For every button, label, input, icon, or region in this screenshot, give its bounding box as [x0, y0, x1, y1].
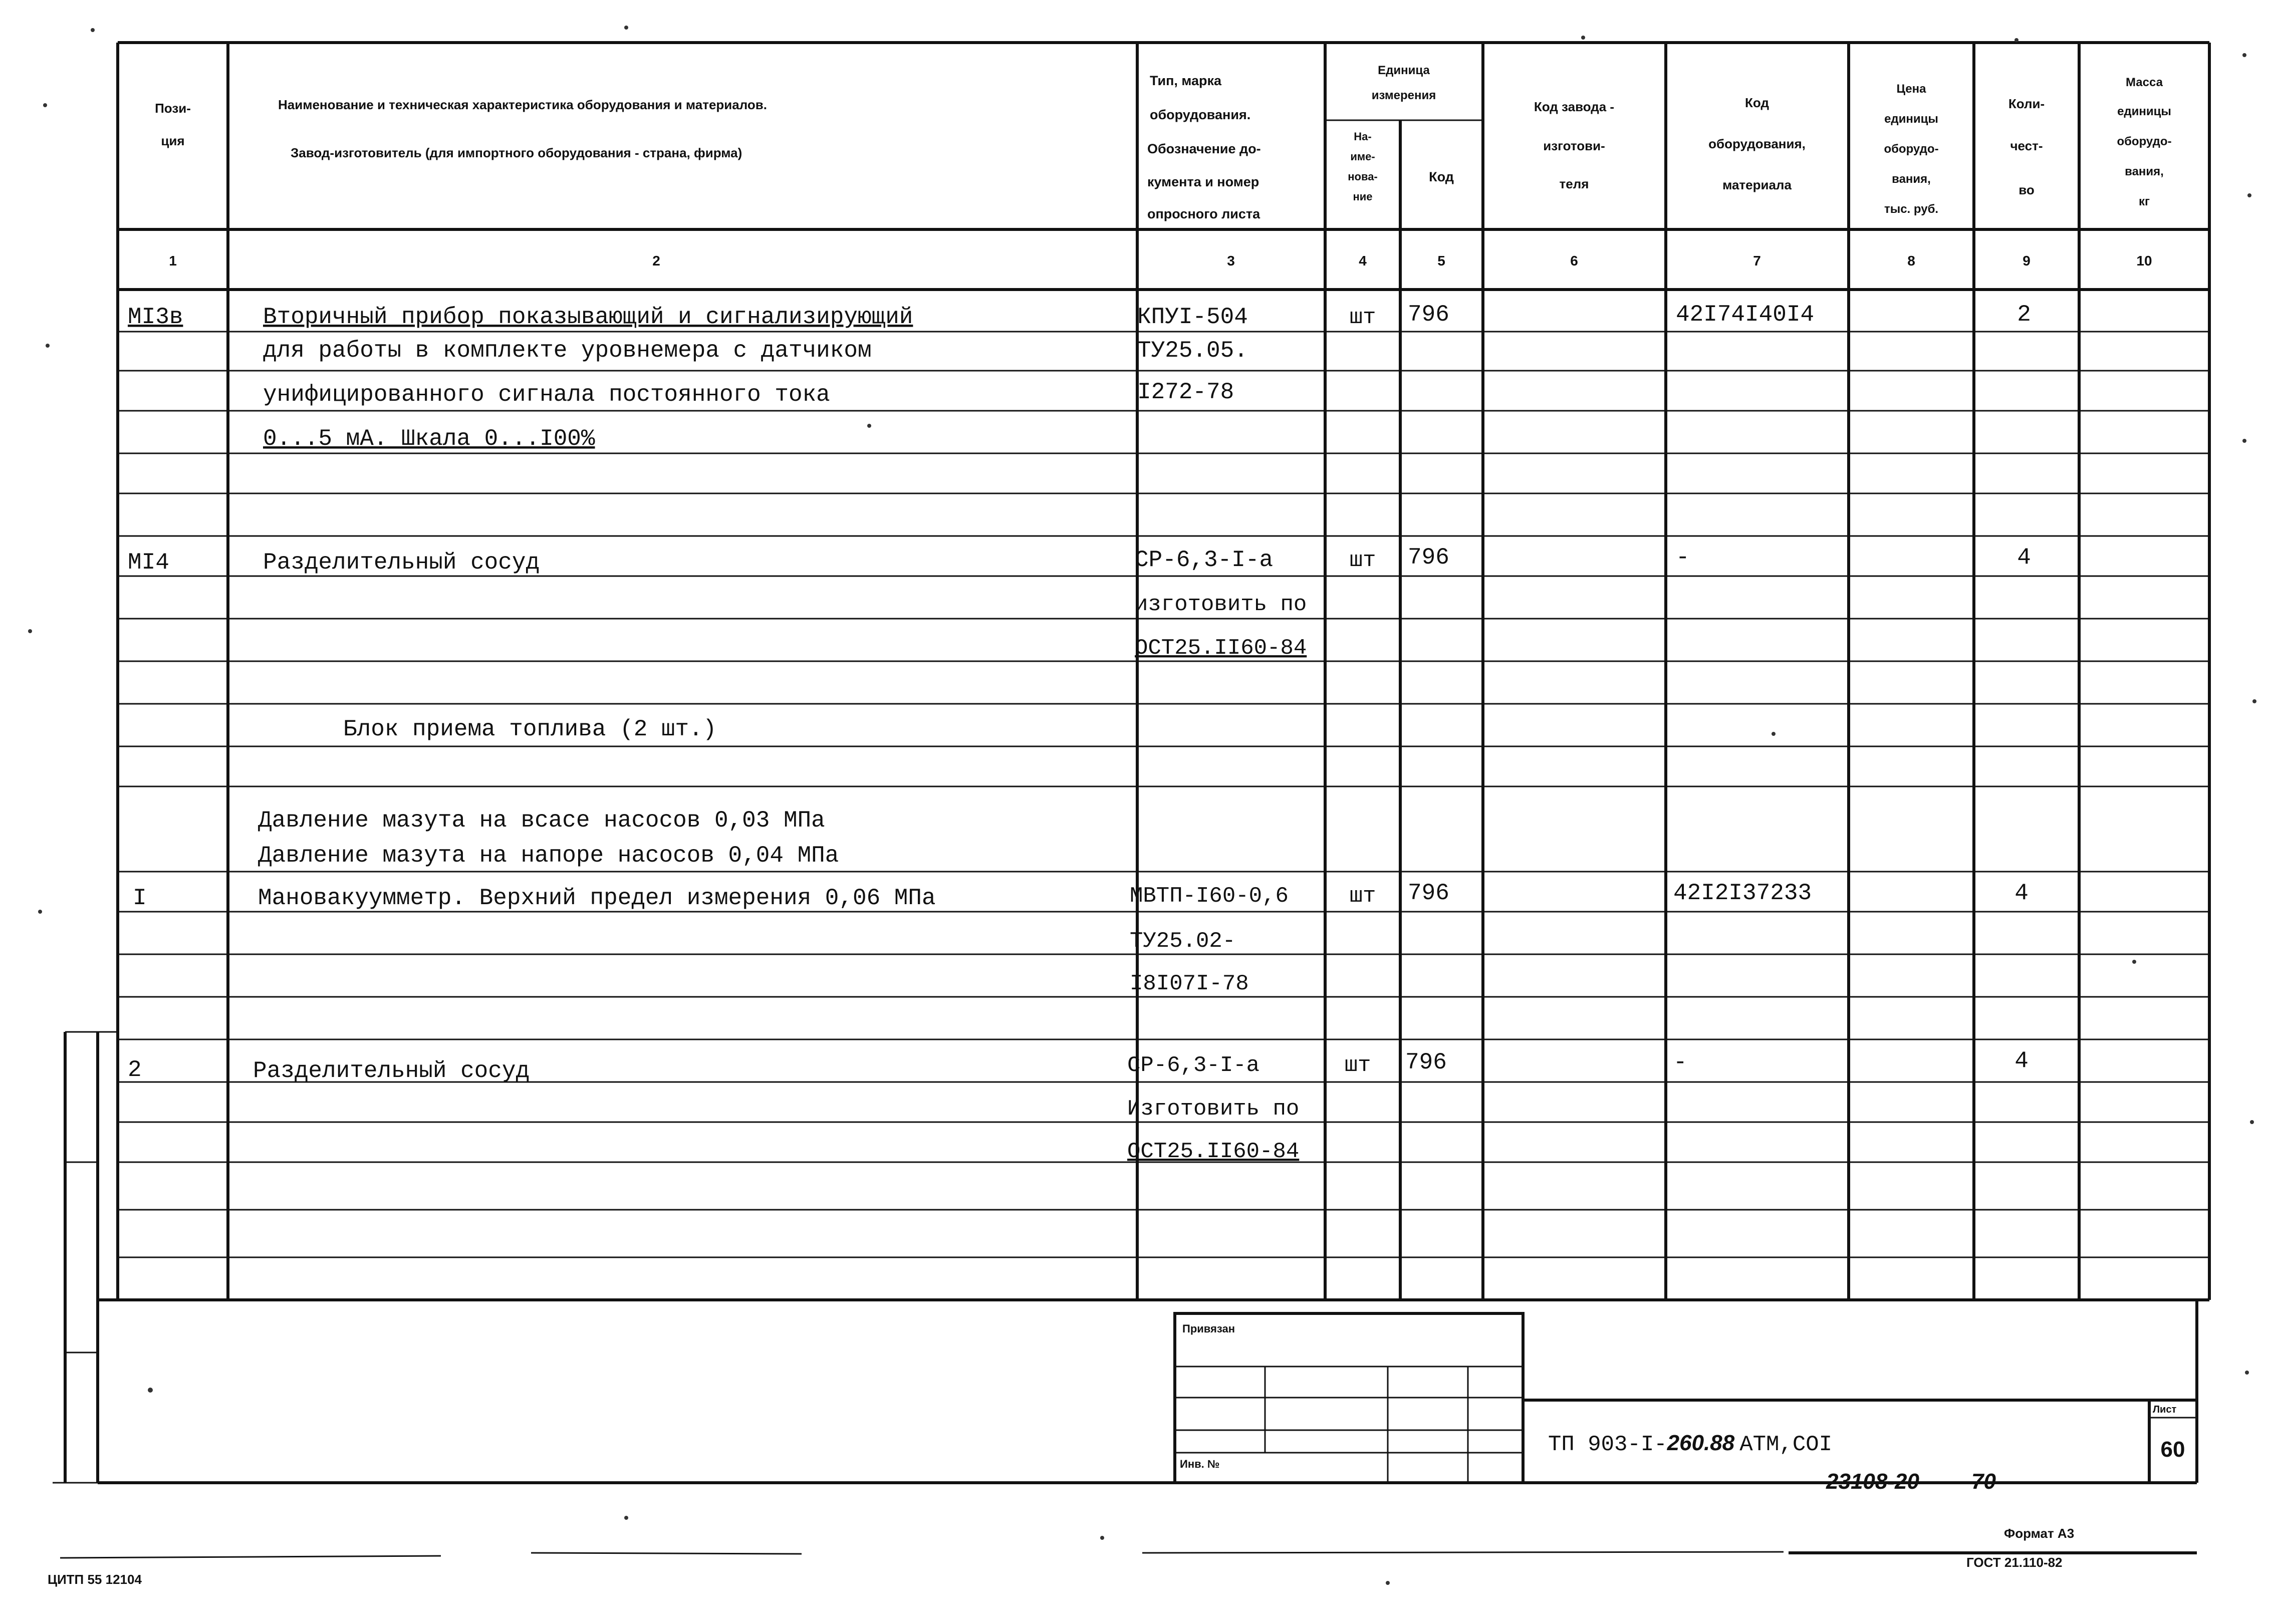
header-col4-line4: ние	[1353, 190, 1373, 203]
header-col10-line1: Масса	[2126, 76, 2163, 89]
row-quantity: 4	[2014, 1048, 2029, 1074]
table-row	[263, 426, 595, 452]
header-col7-line1: Код	[1745, 95, 1769, 110]
row-type: МВТП-I60-0,6	[1130, 884, 1289, 909]
header-col3-line4: кумента и номер	[1147, 174, 1259, 189]
table-row	[1127, 1139, 1299, 1164]
header-col2-line1: Наименование и техническая характеристика оборудования и материалов.	[278, 97, 768, 112]
table-row	[128, 1048, 2029, 1084]
scan-noise	[28, 26, 2256, 1585]
header-col8-line5: тыс. руб.	[1884, 202, 1939, 216]
header-col3-line3: Обозначение до-	[1147, 141, 1261, 156]
header-col9-line2: чест-	[2010, 138, 2043, 153]
row-unit-code: 796	[1408, 880, 1449, 906]
colnum-3: 3	[1227, 253, 1235, 268]
header-col8-line2: единицы	[1884, 112, 1938, 126]
row-unit-code: 796	[1408, 302, 1449, 328]
row-equipment-code: -	[1673, 1049, 1687, 1075]
table-row	[128, 302, 2031, 330]
row-position: 2	[128, 1057, 142, 1083]
table-row	[343, 716, 716, 742]
sheet-number: 60	[2160, 1437, 2185, 1462]
header-col10-line3: оборудо-	[2117, 135, 2172, 148]
doc-code-handwritten: 260.88	[1667, 1431, 1735, 1455]
row-unit-code: 796	[1408, 545, 1449, 571]
row-position: MI4	[128, 550, 169, 576]
colnum-9: 9	[2023, 253, 2031, 268]
row-type: СР-6,3-I-а	[1127, 1053, 1260, 1078]
colnum-6: 6	[1570, 253, 1578, 268]
header-col3-line5: опросного листа	[1147, 206, 1260, 221]
row-quantity: 4	[2017, 545, 2031, 571]
row-name: Разделительный сосуд	[253, 1058, 530, 1084]
table-row	[133, 880, 2029, 911]
header-col1-line1: Пози-	[155, 101, 191, 116]
row-type: ТУ25.02-	[1130, 929, 1236, 954]
header-col10-line5: кг	[2138, 195, 2150, 208]
table-row	[1135, 592, 1307, 617]
row-name: 0...5 мА. Шкала 0...I00%	[263, 426, 595, 452]
row-unit: шт	[1349, 884, 1376, 909]
row-type: СР-6,3-I-а	[1135, 547, 1274, 573]
header-col6-line2: изготови-	[1543, 138, 1605, 153]
colnum-4: 4	[1359, 253, 1367, 268]
row-equipment-code: 42I2I37233	[1673, 880, 1812, 906]
row-type: I272-78	[1137, 379, 1234, 405]
table-row	[1127, 1097, 1299, 1122]
column-numbers	[169, 253, 2152, 268]
format-label: Формат А3	[2004, 1526, 2075, 1541]
header-unit-group-line2: измерения	[1371, 89, 1436, 102]
header-col3-line1: Тип, марка	[1150, 73, 1222, 88]
header-col1-line2: ция	[161, 133, 185, 148]
header-col6-line3: теля	[1559, 176, 1589, 191]
table-header	[155, 64, 2171, 221]
row-name: Разделительный сосуд	[263, 550, 540, 576]
corner-stamp: ЦИТП 55 12104	[48, 1572, 142, 1587]
doc-code-prefix: ТП 903-I-	[1548, 1432, 1667, 1457]
row-position: MI3в	[128, 304, 183, 330]
header-col4-line1: На-	[1354, 130, 1372, 143]
handwritten-number: 23108-20	[1826, 1469, 1919, 1494]
header-col3-line2: оборудования.	[1150, 107, 1251, 122]
table-row	[1130, 929, 1235, 954]
table-row	[1135, 636, 1307, 661]
row-type: КПУI-504	[1137, 304, 1248, 330]
table-row	[1130, 971, 1249, 996]
header-col10-line2: единицы	[2117, 105, 2171, 118]
row-type: ТУ25.05.	[1137, 338, 1248, 364]
row-unit: шт	[1349, 548, 1376, 573]
table-row	[258, 807, 825, 834]
title-block	[1180, 1322, 2185, 1470]
doc-code	[1548, 1431, 1832, 1457]
row-equipment-code: 42I74I40I4	[1676, 302, 1815, 328]
row-unit: шт	[1344, 1053, 1371, 1078]
header-col10-line4: вания,	[2125, 165, 2164, 178]
row-type: Изготовить по	[1127, 1097, 1300, 1122]
header-unit-group-line1: Единица	[1378, 64, 1430, 77]
privyazan-label: Привязан	[1182, 1322, 1235, 1335]
gost-label: ГОСТ 21.110-82	[1966, 1555, 2063, 1570]
colnum-1: 1	[169, 253, 177, 268]
header-col8-line4: вания,	[1892, 172, 1931, 186]
colnum-7: 7	[1753, 253, 1761, 268]
header-col6-line1: Код завода -	[1534, 99, 1615, 114]
row-name: Вторичный прибор показывающий и сигнализирующий	[263, 304, 913, 330]
table-row	[263, 379, 1234, 408]
header-col2-line2: Завод-изготовитель (для импортного оборудования - страна, фирма)	[291, 145, 742, 160]
table-row	[128, 545, 2031, 576]
row-type: I8I07I-78	[1130, 971, 1249, 996]
header-col5: Код	[1429, 169, 1454, 184]
header-col9-line3: во	[2018, 182, 2035, 197]
row-name: Давление мазута на всасе насосов 0,03 МПа	[258, 807, 825, 834]
row-position: I	[133, 885, 147, 911]
row-type: изготовить по	[1135, 592, 1307, 617]
row-name: для работы в комплекте уровнемера с датчиком	[263, 338, 872, 364]
row-unit-code: 796	[1405, 1049, 1447, 1075]
row-name: унифицированного сигнала постоянного тока	[263, 382, 830, 408]
header-col7-line2: оборудования,	[1708, 136, 1806, 151]
row-quantity: 4	[2014, 880, 2029, 906]
colnum-2: 2	[652, 253, 660, 268]
header-col4-line2: име-	[1350, 150, 1375, 163]
inv-no-label: Инв. №	[1180, 1458, 1220, 1470]
header-col7-line3: материала	[1722, 177, 1792, 192]
row-quantity: 2	[2017, 302, 2031, 328]
colnum-10: 10	[2136, 253, 2152, 268]
handwritten-page: 70	[1971, 1469, 1996, 1494]
section-heading: Блок приема топлива (2 шт.)	[343, 716, 717, 742]
row-type: ОСТ25.II60-84	[1127, 1139, 1300, 1164]
table-grid	[53, 43, 2209, 1483]
row-name: Давление мазута на напоре насосов 0,04 МПа	[258, 843, 839, 869]
colnum-5: 5	[1437, 253, 1445, 268]
header-col8-line1: Цена	[1896, 82, 1926, 96]
row-unit: шт	[1349, 305, 1376, 330]
footer	[48, 1469, 2074, 1587]
table-row	[258, 843, 839, 869]
row-type: ОСТ25.II60-84	[1135, 636, 1307, 661]
header-col4-line3: нова-	[1348, 170, 1378, 183]
row-name: Мановакуумметр. Верхний предел измерения 0,06 МПа	[258, 885, 936, 911]
title-block-grid	[98, 1300, 2197, 1553]
row-equipment-code: -	[1676, 545, 1690, 571]
table-row	[263, 338, 1248, 364]
sheet-label: Лист	[2153, 1404, 2177, 1415]
table-body	[128, 302, 2031, 1164]
doc-code-suffix: АТМ,СОI	[1739, 1432, 1833, 1457]
colnum-8: 8	[1907, 253, 1915, 268]
header-col9-line1: Коли-	[2008, 96, 2045, 111]
header-col8-line3: оборудо-	[1884, 142, 1939, 156]
